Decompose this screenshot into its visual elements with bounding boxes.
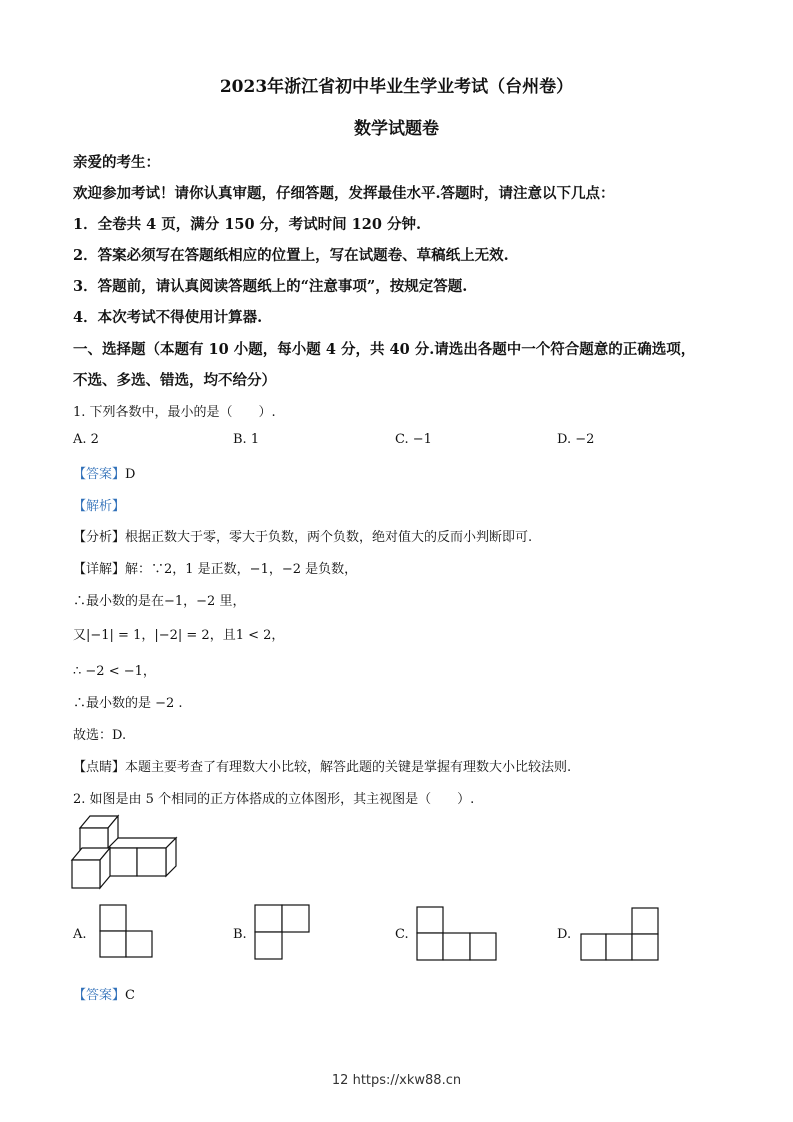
section-heading-line1: 一、选择题（本题有 10 小题，每小题 4 分，共 40 分.请选出各题中一个符合题意的正确选项，: [73, 341, 696, 358]
welcome-text: 欢迎参加考试！请你认真审题，仔细答题，发挥最佳水平.答题时，请注意以下几点：: [73, 185, 615, 202]
q1-step-6: 故选：D.: [73, 728, 127, 743]
q1-stem: 1. 下列各数中，最小的是（ ）.: [73, 405, 276, 420]
q1-fenxi: 【分析】根据正数大于零，零大于负数，两个负数，绝对值大的反而小判断即可.: [73, 530, 533, 545]
greeting: 亲爱的考生：: [73, 154, 160, 171]
answer-tag: 【答案】: [73, 467, 126, 482]
answer-value: D: [125, 467, 136, 482]
q2-option-a: A.: [73, 927, 87, 942]
q1-step-2: ∴最小数的是在−1，−2 里，: [73, 594, 246, 609]
footer-page-url: 12 https://xkw88.cn: [331, 1073, 462, 1088]
q2-stem: 2. 如图是由 5 个相同的正方体搭成的立体图形，其主视图是（ ）.: [73, 792, 475, 807]
analysis-tag: 【解析】: [73, 499, 126, 514]
q1-option-b: B. 1: [233, 432, 260, 447]
section-heading-line2: 不选、多选、错选，均不给分）: [73, 372, 276, 389]
cube-front-face: [137, 848, 166, 876]
q1-answer: [73, 463, 135, 482]
q2-option-b-figure: [254, 904, 310, 960]
q1-option-c: C. −1: [395, 432, 432, 447]
note-4: 4．本次考试不得使用计算器.: [73, 309, 263, 326]
q1-step-3: 又|−1| = 1，|−2| = 2，且1 < 2，: [73, 628, 285, 643]
page-subtitle: 数学试题卷: [354, 119, 439, 139]
note-2: 2．答案必须写在答题纸相应的位置上，写在试题卷、草稿纸上无效.: [73, 247, 509, 264]
cube-front-face: [108, 848, 137, 876]
q2-option-b: B.: [233, 927, 247, 942]
q2-answer: [73, 984, 135, 1003]
q2-option-d-figure: [580, 907, 660, 961]
q1-step-4: ∴ −2 < −1，: [73, 664, 156, 679]
q1-option-a: A. 2: [73, 432, 99, 447]
q2-option-c-figure: [416, 906, 498, 962]
answer-value: C: [125, 988, 135, 1003]
q2-cube-figure: [70, 812, 180, 892]
note-1: 1．全卷共 4 页，满分 150 分，考试时间 120 分钟.: [73, 216, 422, 233]
q1-dianjing: 【点睛】本题主要考查了有理数大小比较，解答此题的关键是掌握有理数大小比较法则.: [73, 760, 572, 775]
q1-step-5: ∴最小数的是 −2 .: [73, 696, 183, 711]
page-title: 2023年浙江省初中毕业生学业考试（台州卷）: [219, 77, 574, 97]
q1-step-1: 【详解】解：∵2，1 是正数，−1，−2 是负数，: [73, 562, 358, 577]
q1-option-d: D. −2: [557, 432, 595, 447]
cube-front-face: [72, 860, 100, 888]
q2-option-a-figure: [99, 904, 153, 958]
q2-option-d: D.: [557, 927, 572, 942]
answer-tag: 【答案】: [73, 988, 126, 1003]
note-3: 3．答题前，请认真阅读答题纸上的“注意事项”，按规定答题.: [73, 278, 468, 295]
q2-option-c: C.: [395, 927, 409, 942]
row-top-face: [108, 838, 176, 848]
